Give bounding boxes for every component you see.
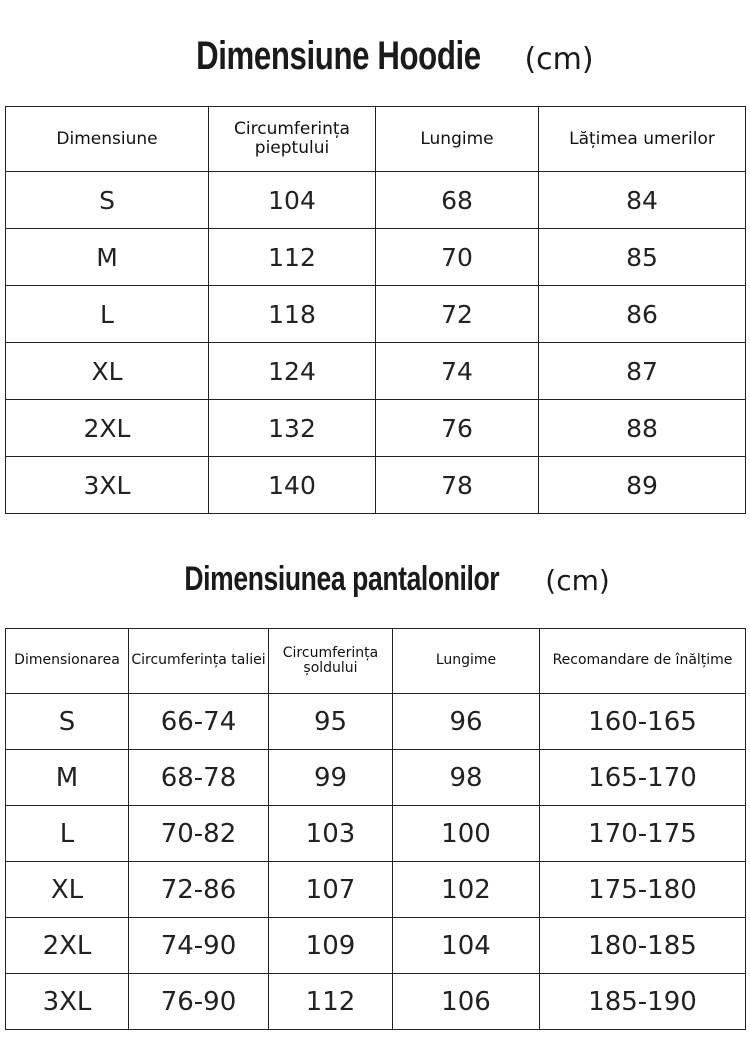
table-row: [6, 286, 746, 343]
table-row: [6, 229, 746, 286]
hoodie-size-table: [5, 106, 746, 514]
table-row: [6, 694, 746, 750]
table-cell: 3XL: [6, 974, 129, 1030]
header-cell-length: Lungime: [376, 107, 539, 172]
table-cell: 107: [269, 862, 393, 918]
table-cell: 84: [539, 172, 746, 229]
table-row: [6, 343, 746, 400]
header-cell-height: Recomandare de înălțime: [540, 629, 746, 694]
table-row: [6, 400, 746, 457]
table-cell: L: [6, 806, 129, 862]
table-cell: XL: [6, 862, 129, 918]
header-cell-shoulder: Lățimea umerilor: [539, 107, 746, 172]
table-cell: 89: [539, 457, 746, 514]
table-cell: 112: [269, 974, 393, 1030]
header-cell-hip: Circumferința șoldului: [269, 629, 393, 694]
header-cell-length: Lungime: [393, 629, 540, 694]
table-cell: 165-170: [540, 750, 746, 806]
table-cell: 72-86: [129, 862, 269, 918]
header-cell-size: Dimensiune: [6, 107, 209, 172]
table-row: [6, 918, 746, 974]
table-cell: 175-180: [540, 862, 746, 918]
table-cell: 99: [269, 750, 393, 806]
table-cell: 124: [209, 343, 376, 400]
table-header-row: [6, 107, 746, 172]
pants-title-text: Dimensiunea pantalonilor: [184, 560, 500, 598]
table-cell: XL: [6, 343, 209, 400]
table-cell: L: [6, 286, 209, 343]
header-cell-chest: Circumferința pieptului: [209, 107, 376, 172]
table-cell: 98: [393, 750, 540, 806]
pants-size-title: [0, 560, 750, 599]
table-cell: 185-190: [540, 974, 746, 1030]
table-cell: 68-78: [129, 750, 269, 806]
table-row: [6, 806, 746, 862]
table-cell: 112: [209, 229, 376, 286]
table-cell: 106: [393, 974, 540, 1030]
table-cell: 76: [376, 400, 539, 457]
table-cell: S: [6, 694, 129, 750]
table-header-row: [6, 629, 746, 694]
table-cell: 103: [269, 806, 393, 862]
table-row: [6, 172, 746, 229]
header-cell-size: Dimensionarea: [6, 629, 129, 694]
table-cell: 66-74: [129, 694, 269, 750]
table-cell: 2XL: [6, 918, 129, 974]
table-row: [6, 862, 746, 918]
table-cell: 118: [209, 286, 376, 343]
table-cell: 170-175: [540, 806, 746, 862]
table-cell: 109: [269, 918, 393, 974]
table-cell: 76-90: [129, 974, 269, 1030]
table-cell: 104: [393, 918, 540, 974]
table-cell: 2XL: [6, 400, 209, 457]
table-cell: 140: [209, 457, 376, 514]
table-cell: 3XL: [6, 457, 209, 514]
table-cell: 102: [393, 862, 540, 918]
hoodie-size-title: [0, 34, 750, 79]
table-cell: 70: [376, 229, 539, 286]
table-cell: 160-165: [540, 694, 746, 750]
table-cell: 87: [539, 343, 746, 400]
table-cell: 132: [209, 400, 376, 457]
table-cell: M: [6, 229, 209, 286]
pants-size-table: [5, 628, 746, 1030]
table-row: [6, 457, 746, 514]
table-cell: 95: [269, 694, 393, 750]
table-cell: 88: [539, 400, 746, 457]
table-cell: 100: [393, 806, 540, 862]
table-cell: 74: [376, 343, 539, 400]
table-cell: 74-90: [129, 918, 269, 974]
table-cell: 72: [376, 286, 539, 343]
pants-title-unit: (cm): [545, 564, 610, 597]
table-row: [6, 974, 746, 1030]
table-cell: 96: [393, 694, 540, 750]
table-cell: 85: [539, 229, 746, 286]
table-cell: 86: [539, 286, 746, 343]
table-row: [6, 750, 746, 806]
hoodie-title-text: Dimensiune Hoodie: [196, 34, 482, 78]
table-cell: 70-82: [129, 806, 269, 862]
table-cell: S: [6, 172, 209, 229]
table-cell: 180-185: [540, 918, 746, 974]
table-cell: 78: [376, 457, 539, 514]
hoodie-title-unit: (cm): [524, 42, 594, 77]
table-cell: 68: [376, 172, 539, 229]
header-cell-waist: Circumferința taliei: [129, 629, 269, 694]
table-cell: 104: [209, 172, 376, 229]
table-cell: M: [6, 750, 129, 806]
